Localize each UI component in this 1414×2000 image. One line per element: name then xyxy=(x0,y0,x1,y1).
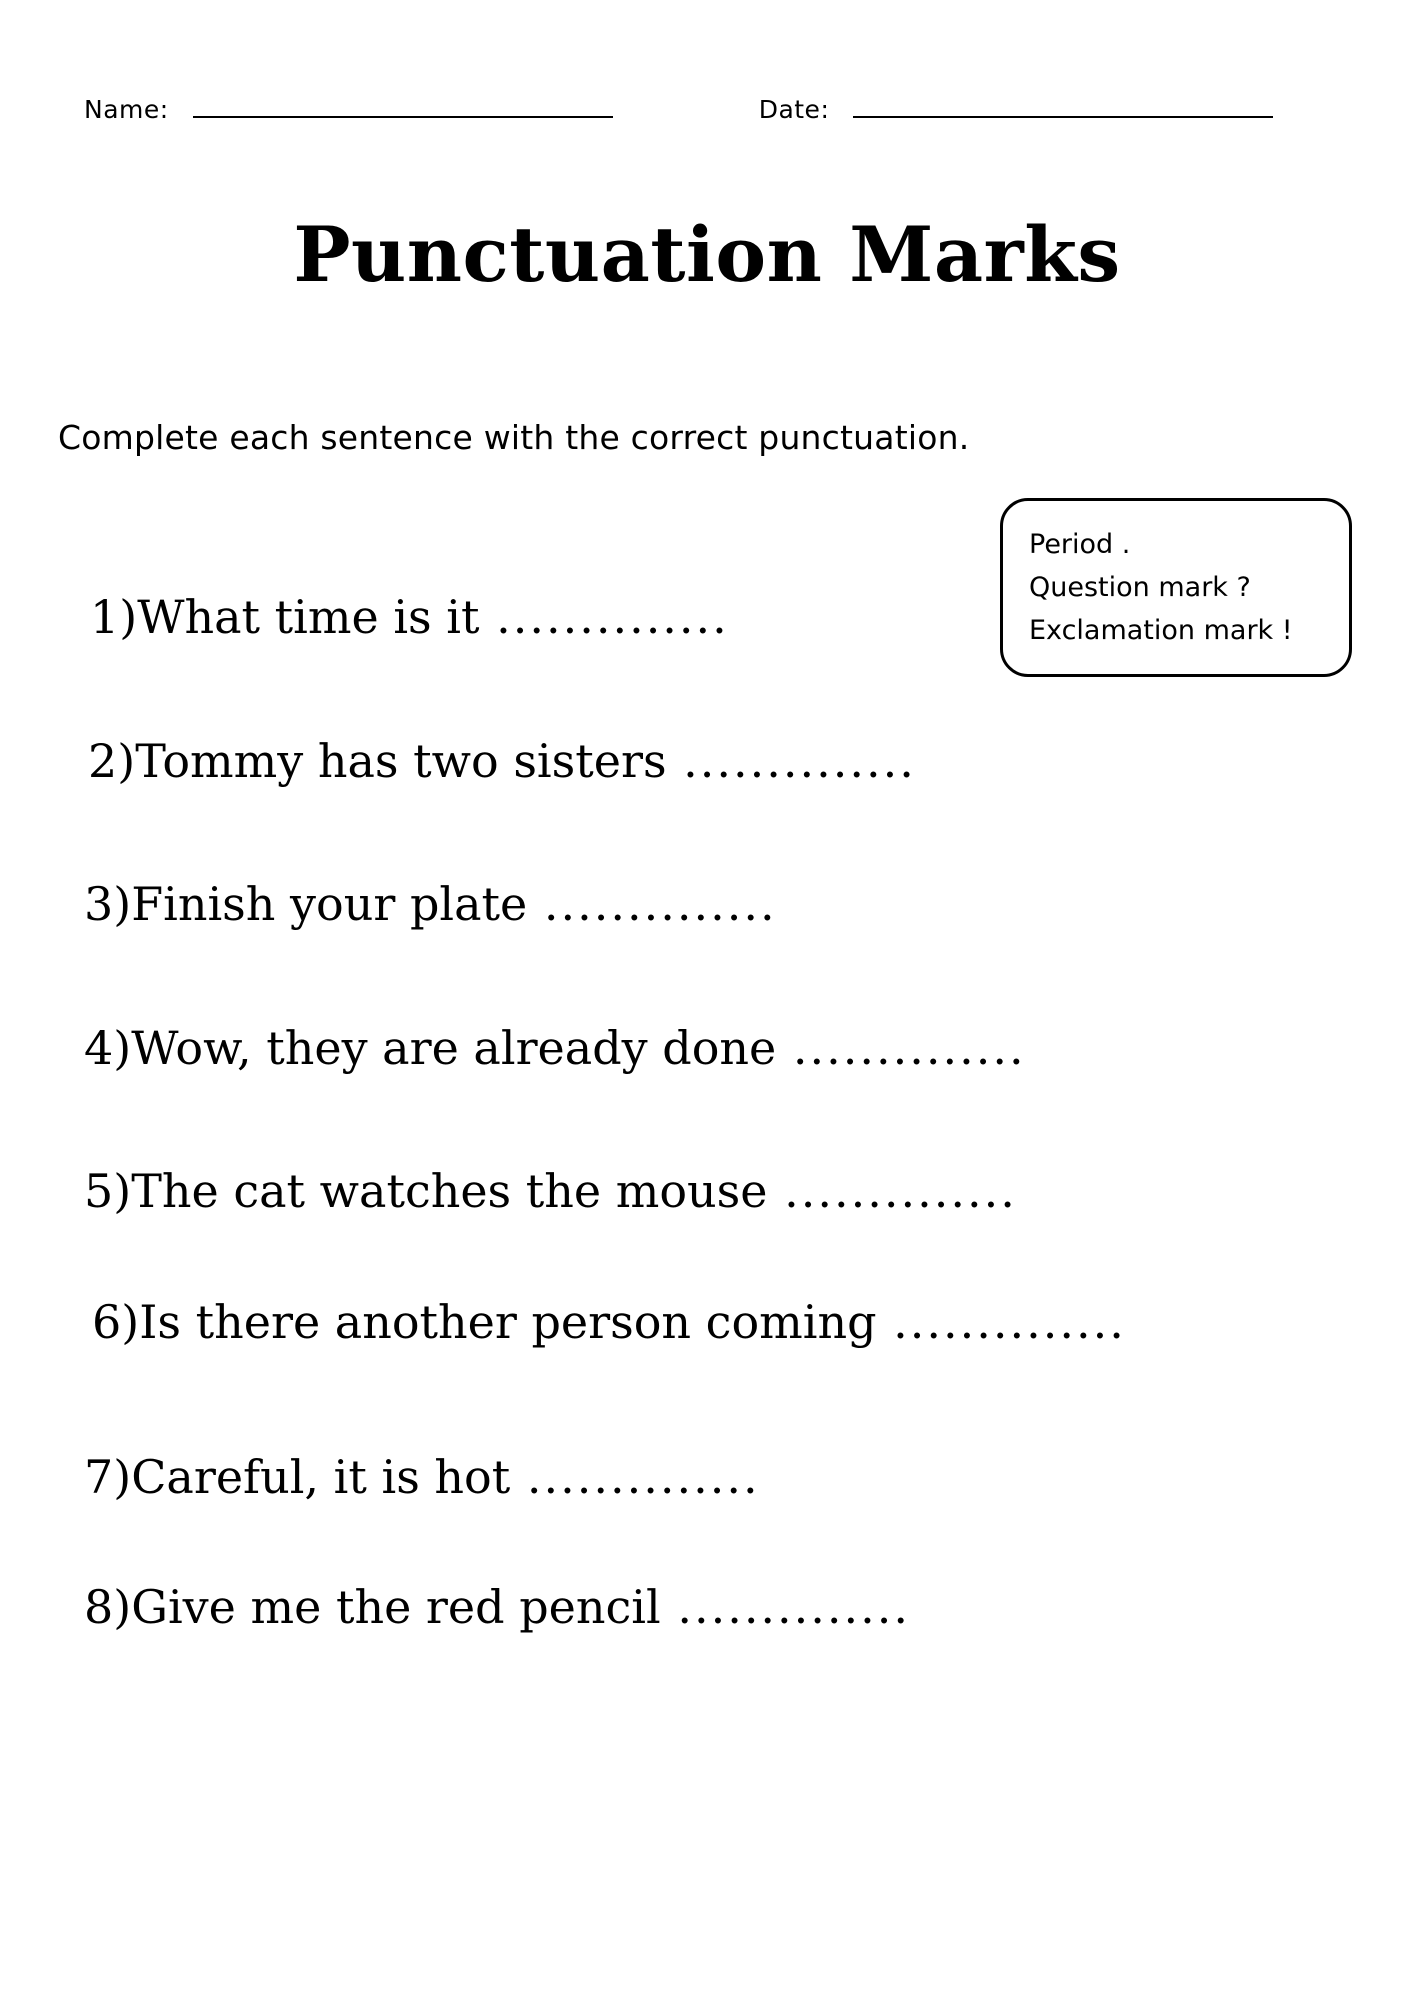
date-field[interactable] xyxy=(759,92,1274,124)
question-text: The cat watches the mouse xyxy=(131,1164,768,1219)
question-text: Is there another person coming xyxy=(139,1294,877,1349)
hint-item-question-mark: Question mark ? xyxy=(1029,572,1251,603)
hint-item-period: Period . xyxy=(1029,529,1131,560)
answer-blank[interactable]: .............. xyxy=(479,590,729,644)
date-label: Date: xyxy=(758,95,830,124)
question-number: 8) xyxy=(84,1580,132,1635)
instruction-text: Complete each sentence with the correct punctuation. xyxy=(58,418,970,457)
question-item xyxy=(88,733,1344,788)
question-number: 7) xyxy=(84,1449,132,1504)
answer-blank[interactable]: .............. xyxy=(510,1449,760,1504)
question-item xyxy=(92,1294,1344,1349)
question-number: 4) xyxy=(84,1020,132,1075)
name-field[interactable] xyxy=(84,92,613,124)
question-item xyxy=(84,1020,1344,1075)
question-item xyxy=(84,1166,1344,1217)
answer-blank[interactable]: .............. xyxy=(767,1164,1017,1219)
question-text: Wow, they are already done xyxy=(131,1020,777,1075)
question-item xyxy=(84,1582,1344,1633)
answer-blank[interactable]: .............. xyxy=(660,1580,911,1635)
question-text: Careful, it is hot xyxy=(131,1449,511,1504)
worksheet-header xyxy=(84,92,1330,124)
answer-blank[interactable]: .............. xyxy=(876,1294,1126,1349)
page-title: Punctuation Marks xyxy=(293,210,1121,299)
question-list xyxy=(84,592,1344,1633)
answer-blank[interactable]: .............. xyxy=(527,877,777,932)
question-number: 1) xyxy=(90,590,138,644)
date-write-line[interactable] xyxy=(853,92,1273,118)
question-text: Finish your plate xyxy=(131,877,528,932)
name-write-line[interactable] xyxy=(193,92,613,118)
question-item xyxy=(84,879,1344,930)
question-number: 2) xyxy=(88,733,136,788)
question-item xyxy=(90,592,1344,643)
question-text: Tommy has two sisters xyxy=(135,733,667,788)
answer-blank[interactable]: .............. xyxy=(776,1020,1026,1075)
name-label: Name: xyxy=(84,95,169,124)
answer-blank[interactable]: .............. xyxy=(666,733,916,788)
question-number: 3) xyxy=(84,877,132,932)
question-text: What time is it xyxy=(137,590,480,644)
question-item xyxy=(84,1449,1344,1504)
question-text: Give me the red pencil xyxy=(131,1580,661,1635)
hint-item-exclamation-mark: Exclamation mark ! xyxy=(1029,615,1293,646)
question-number: 5) xyxy=(84,1164,132,1219)
question-number: 6) xyxy=(92,1294,140,1349)
